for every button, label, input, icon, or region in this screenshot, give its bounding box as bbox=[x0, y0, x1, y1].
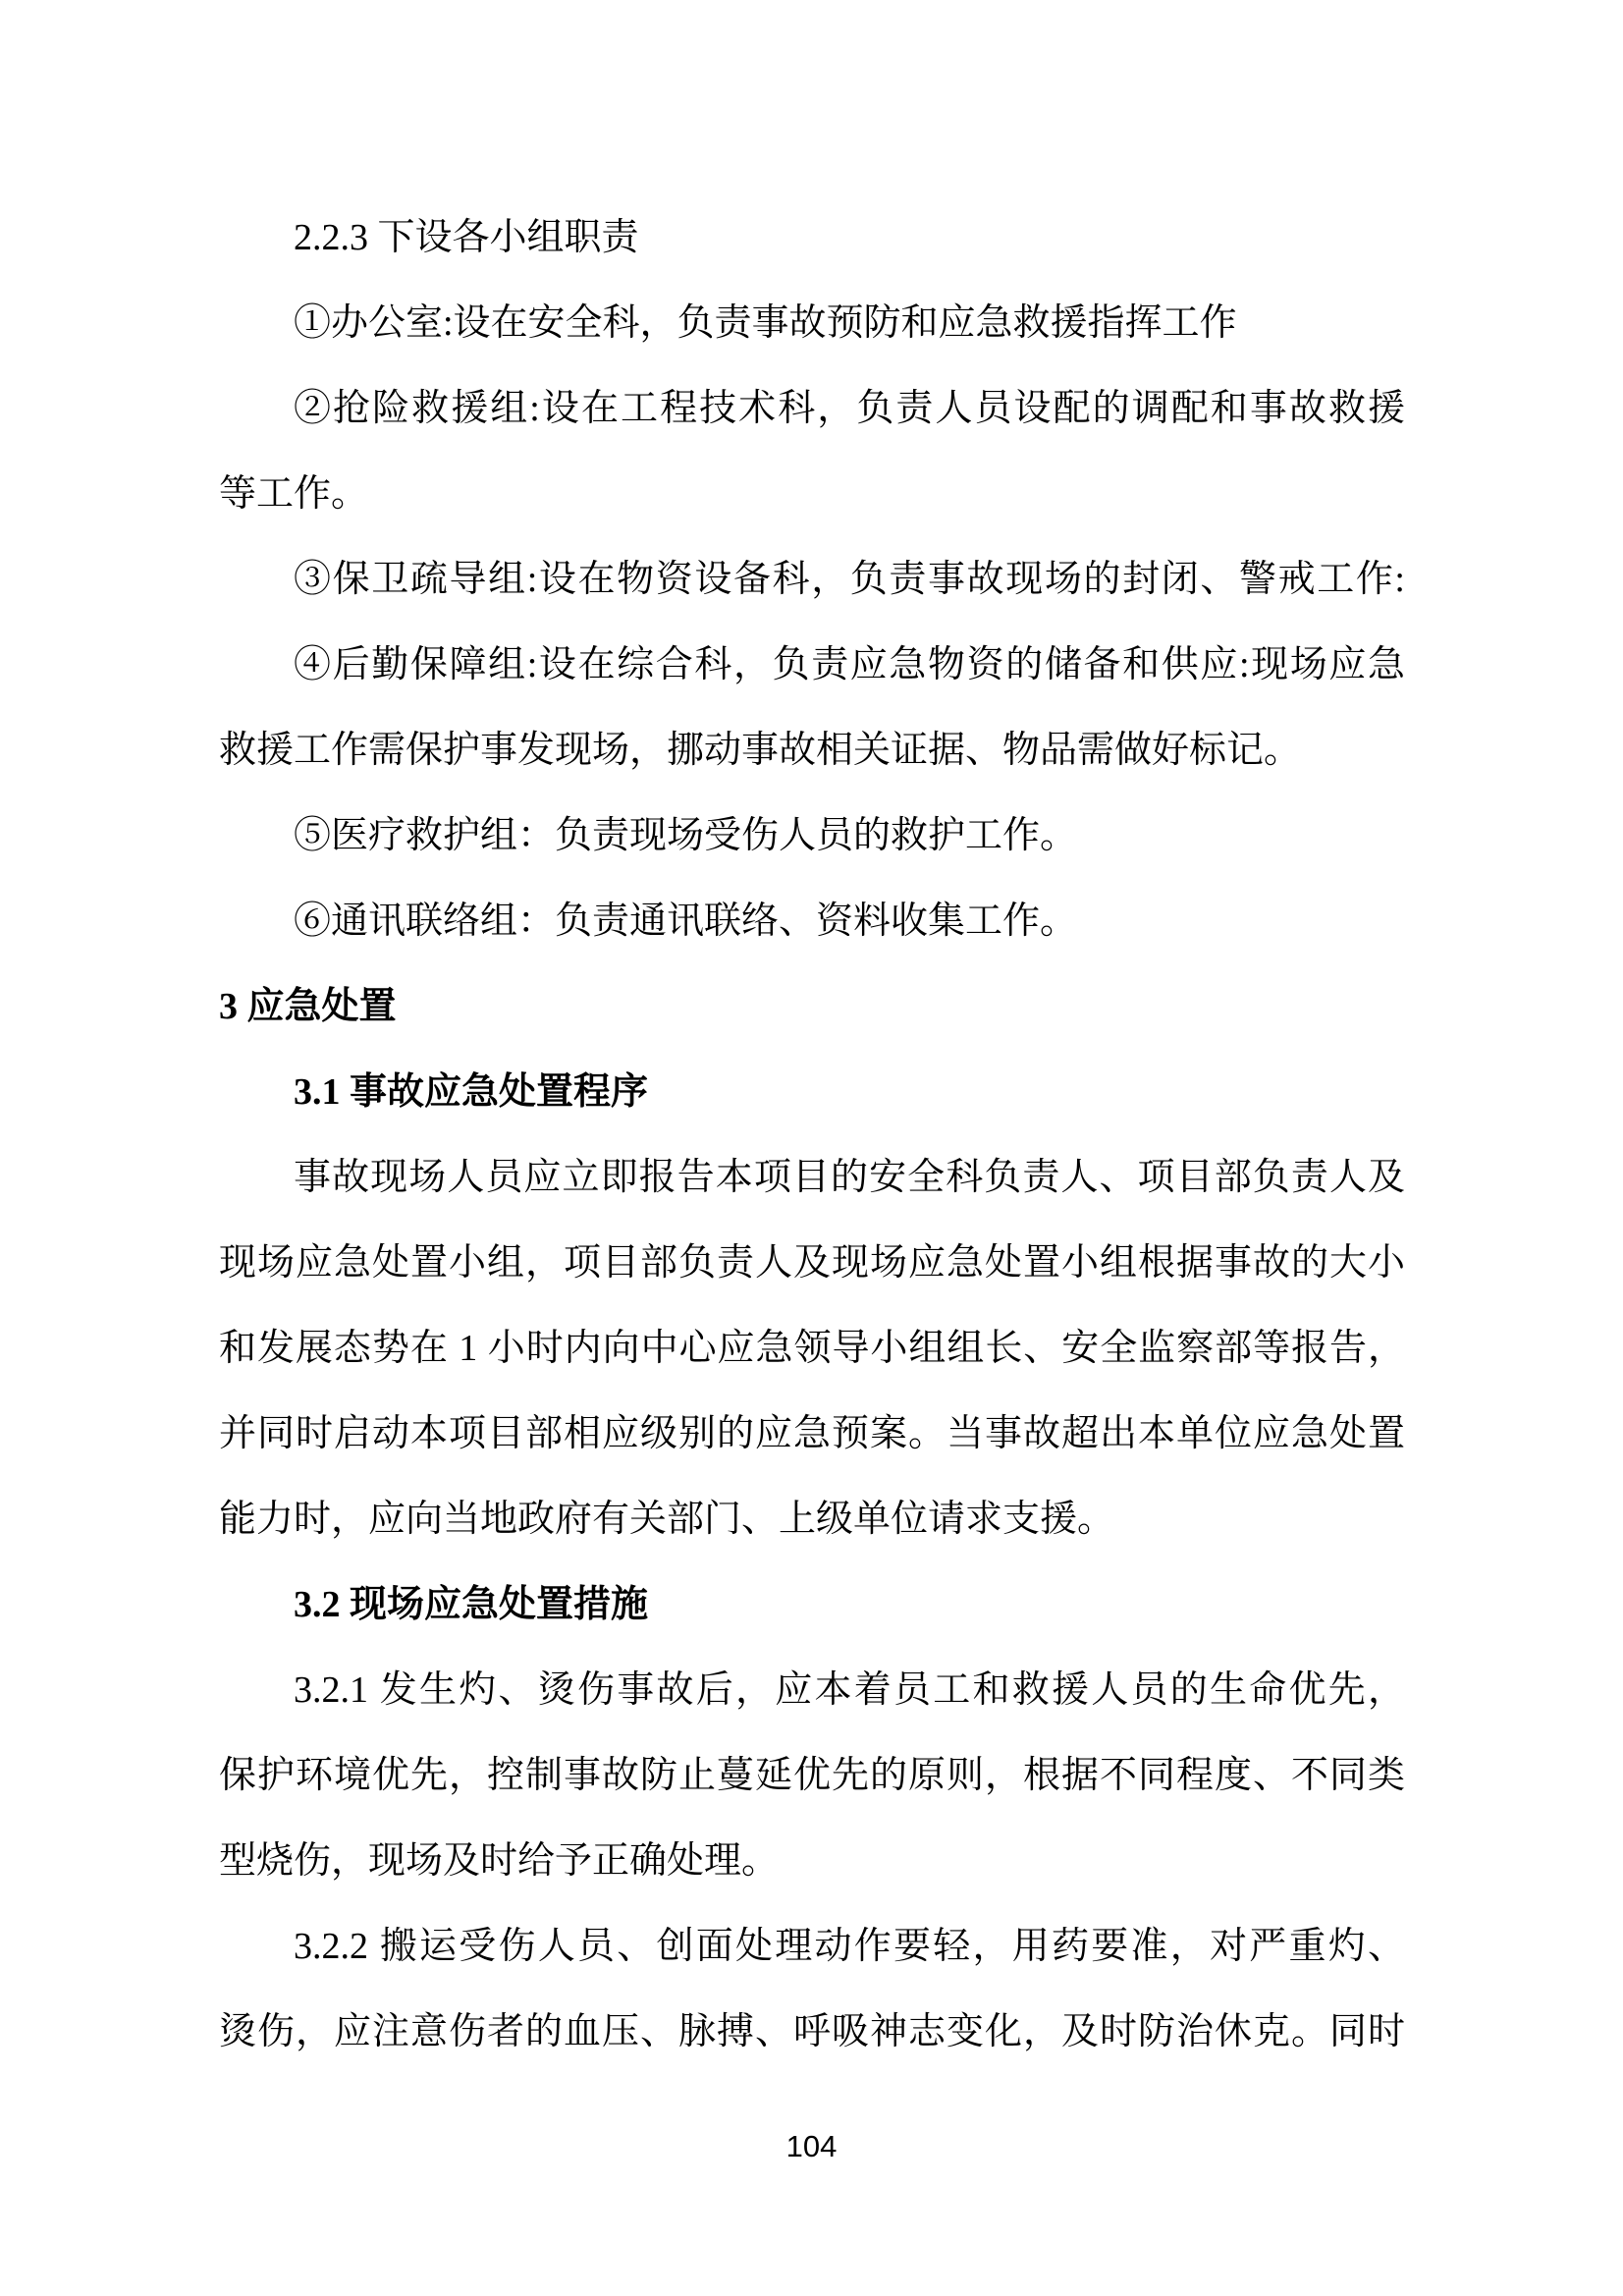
text-line: ①办公室:设在安全科，负责事故预防和应急救援指挥工作 bbox=[294, 302, 1237, 344]
text-line: 并同时启动本项目部相应级别的应急预案。当事故超出本单位应急处置 bbox=[219, 1413, 1405, 1454]
text-line: 能力时，应向当地政府有关部门、上级单位请求支援。 bbox=[219, 1499, 1115, 1540]
text-line: 等工作。 bbox=[219, 473, 369, 515]
text-line: ④后勤保障组:设在综合科，负责应急物资的储备和供应:现场应急 bbox=[294, 644, 1405, 685]
text-line: 型烧伤，现场及时给予正确处理。 bbox=[219, 1840, 780, 1882]
text-line: 3.2.1 发生灼、烫伤事故后，应本着员工和救援人员的生命优先， bbox=[294, 1669, 1405, 1711]
text-line: 3.1 事故应急处置程序 bbox=[294, 1071, 649, 1113]
page-number: 104 bbox=[785, 2129, 838, 2163]
text-line: ②抢险救援组:设在工程技术科，负责人员设配的调配和事故救援 bbox=[294, 388, 1405, 429]
text-line: ⑤医疗救护组：负责现场受伤人员的救护工作。 bbox=[294, 815, 1078, 856]
text-line: 现场应急处置小组，项目部负责人及现场应急处置小组根据事故的大小 bbox=[219, 1242, 1405, 1284]
document-body bbox=[219, 195, 1405, 2075]
text-line: 和发展态势在 1 小时内向中心应急领导小组组长、安全监察部等报告， bbox=[219, 1328, 1405, 1369]
text-line: 救援工作需保护事发现场，挪动事故相关证据、物品需做好标记。 bbox=[219, 730, 1302, 771]
text-line: 烫伤，应注意伤者的血压、脉搏、呼吸神志变化，及时防治休克。同时 bbox=[219, 2011, 1405, 2052]
text-line: ⑥通讯联络组：负责通讯联络、资料收集工作。 bbox=[294, 901, 1078, 942]
text-line: ③保卫疏导组:设在物资设备科，负责事故现场的封闭、警戒工作: bbox=[294, 559, 1405, 600]
text-line: 3.2 现场应急处置措施 bbox=[294, 1584, 649, 1625]
text-line: 事故现场人员应立即报告本项目的安全科负责人、项目部负责人及 bbox=[294, 1157, 1405, 1198]
text-line: 3.2.2 搬运受伤人员、创面处理动作要轻，用药要准，对严重灼、 bbox=[294, 1926, 1405, 1967]
text-line: 3 应急处置 bbox=[219, 986, 397, 1027]
text-line: 2.2.3 下设各小组职责 bbox=[294, 217, 639, 258]
text-line: 保护环境优先，控制事故防止蔓延优先的原则，根据不同程度、不同类 bbox=[219, 1755, 1405, 1796]
